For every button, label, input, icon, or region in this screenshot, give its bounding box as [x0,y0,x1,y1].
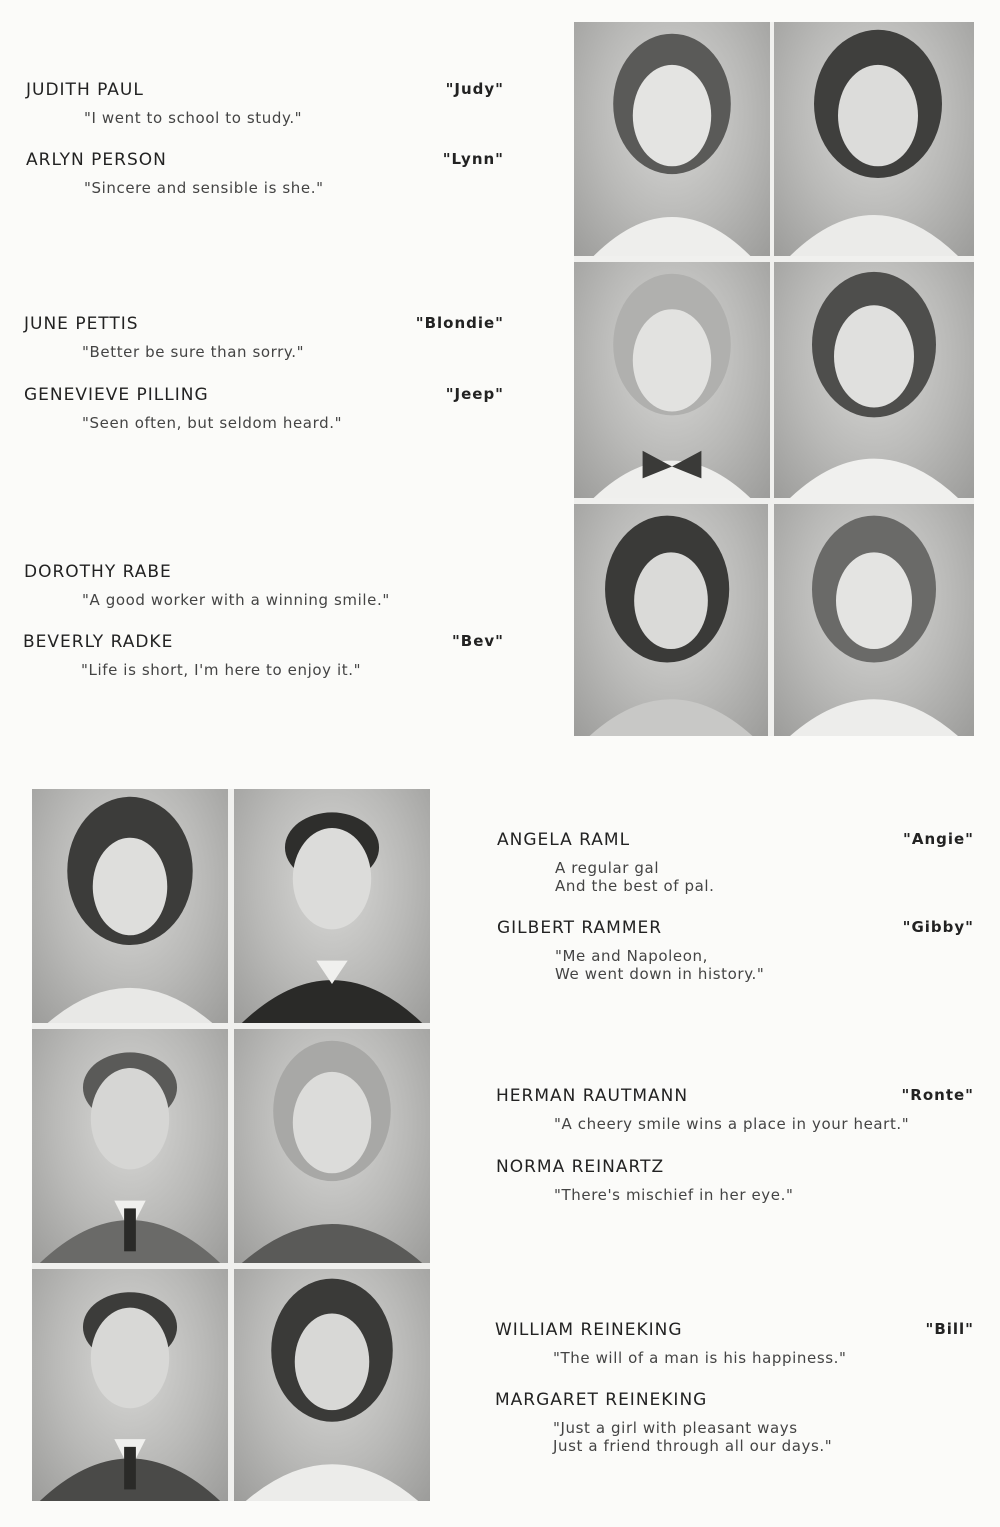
portrait-grid-top [574,22,974,736]
entry-margaret-reineking [495,1390,974,1456]
student-quote: "Seen often, but seldom heard." [82,414,343,432]
portrait-grid-bottom [32,789,430,1501]
student-nickname: "Ronte" [901,1086,974,1104]
student-name: DOROTHY RABE [24,562,172,582]
student-nickname: "Jeep" [445,385,504,403]
student-name: MARGARET REINEKING [495,1390,708,1410]
portrait-photo [774,504,974,736]
student-quote: "There's mischief in her eye." [554,1186,794,1204]
portrait-photo [774,262,974,498]
entry-william-reineking [495,1320,974,1370]
student-nickname: "Lynn" [442,150,504,168]
student-quote: "Sincere and sensible is she." [84,179,324,197]
student-nickname: "Blondie" [415,314,504,332]
student-nickname: "Angie" [903,830,974,848]
student-nickname: "Gibby" [902,918,974,936]
student-quote: "A cheery smile wins a place in your heart." [554,1115,910,1133]
student-name: BEVERLY RADKE [23,632,174,652]
entry-angela-raml [497,830,974,896]
portrait-photo [234,1029,430,1263]
portrait-photo [32,1029,228,1263]
portrait-photo [774,22,974,256]
portrait-photo [32,1269,228,1501]
student-name: ANGELA RAML [497,830,631,850]
student-quote: "Better be sure than sorry." [82,343,305,361]
entry-arlyn-person [26,150,504,200]
entry-judith-paul [26,80,504,130]
portrait-photo [574,262,770,498]
entry-norma-reinartz [496,1157,974,1207]
portrait-photo [32,789,228,1023]
entry-june-pettis [24,314,504,364]
portrait-photo [574,22,770,256]
student-quote: "Me and Napoleon, We went down in history." [555,947,765,983]
entry-genevieve-pilling [24,385,504,435]
student-name: ARLYN PERSON [26,150,167,170]
entry-beverly-radke [23,632,504,682]
student-quote: "The will of a man is his happiness." [553,1349,847,1367]
student-quote: "Life is short, I'm here to enjoy it." [81,661,362,679]
student-name: JUNE PETTIS [24,314,139,334]
entry-dorothy-rabe [24,562,504,612]
portrait-photo [234,1269,430,1501]
student-quote: "Just a girl with pleasant ways Just a friend through all our days." [553,1419,833,1455]
student-name: HERMAN RAUTMANN [496,1086,689,1106]
student-name: GENEVIEVE PILLING [24,385,209,405]
entry-herman-rautmann [496,1086,974,1136]
student-name: NORMA REINARTZ [496,1157,665,1177]
student-quote: "I went to school to study." [84,109,303,127]
student-name: GILBERT RAMMER [497,918,663,938]
student-quote: A regular gal And the best of pal. [555,859,715,895]
student-nickname: "Judy" [445,80,504,98]
student-quote: "A good worker with a winning smile." [82,591,390,609]
portrait-photo [574,504,768,736]
portrait-photo [234,789,430,1023]
student-name: JUDITH PAUL [26,80,144,100]
entry-gilbert-rammer [497,918,974,984]
student-nickname: "Bev" [451,632,504,650]
student-nickname: "Bill" [925,1320,974,1338]
student-name: WILLIAM REINEKING [495,1320,683,1340]
